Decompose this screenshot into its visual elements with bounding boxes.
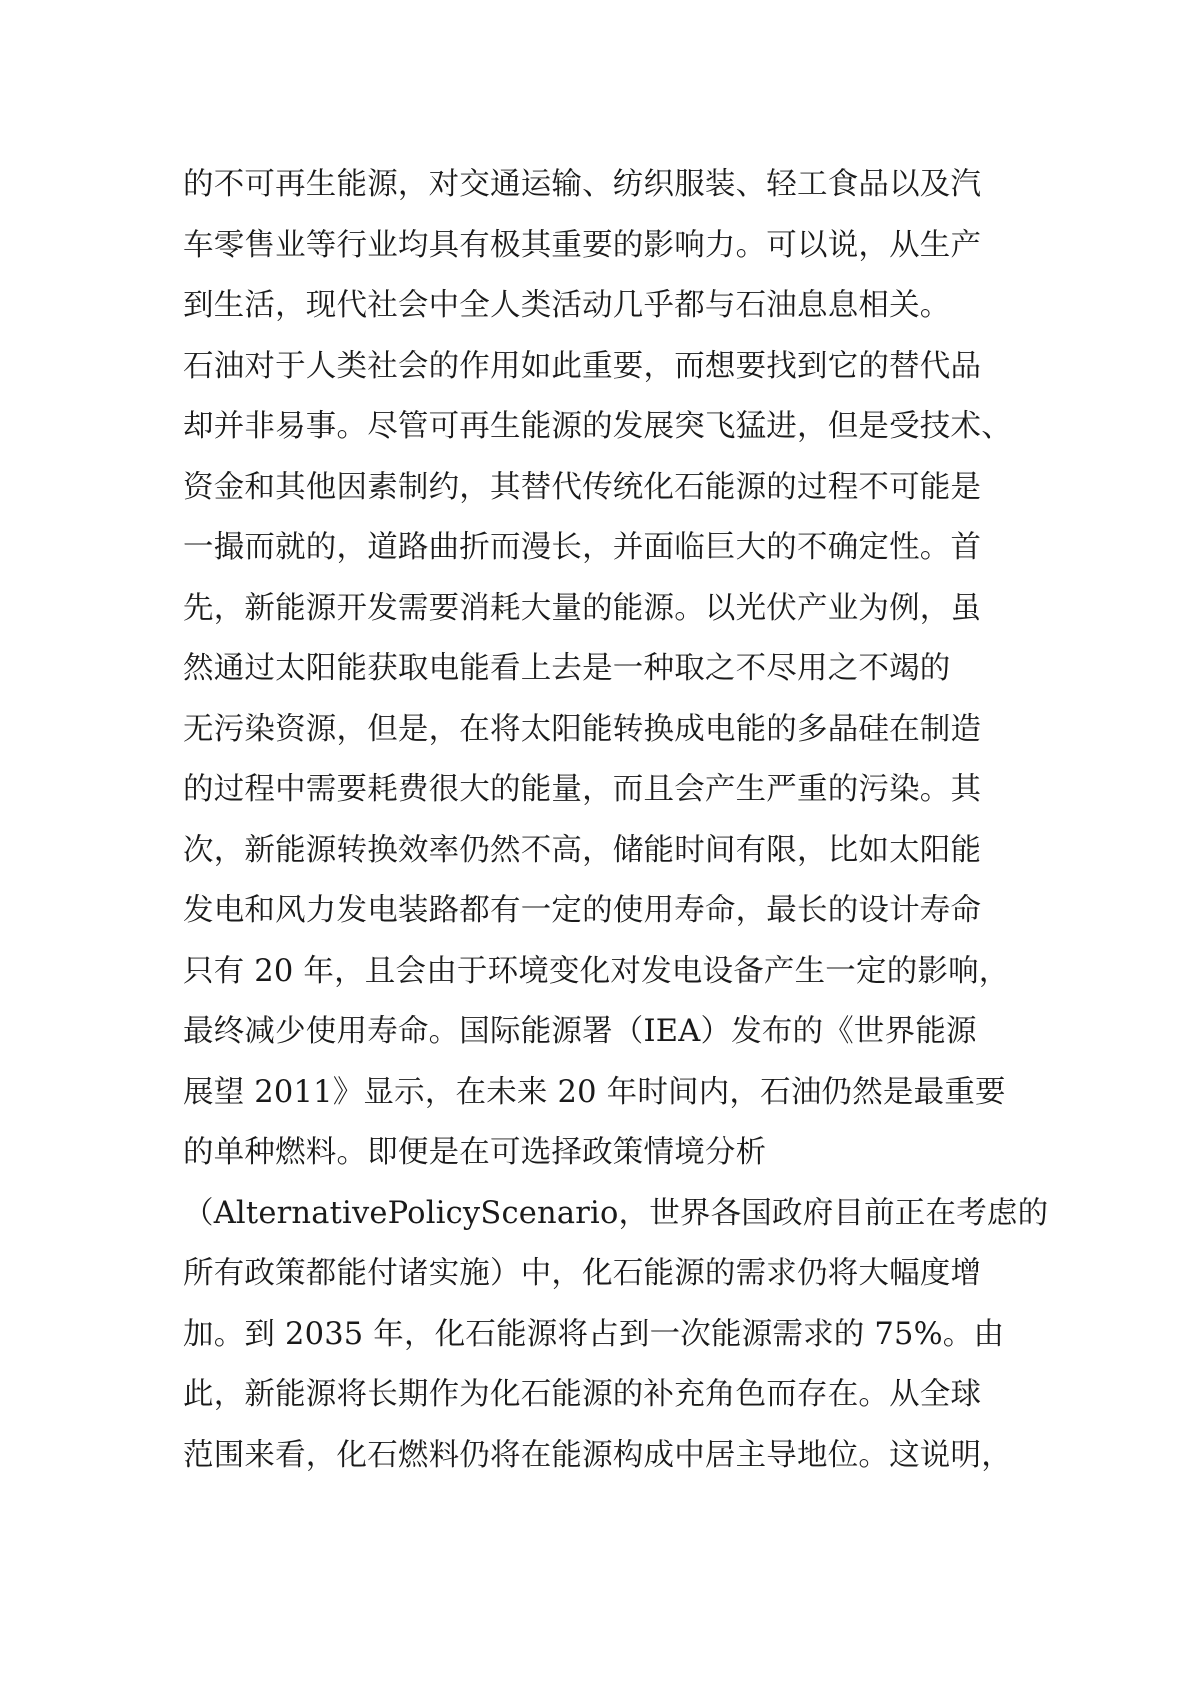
text-line: 所有政策都能付诸实施）中，化石能源的需求仍将大幅度增 [183, 1256, 982, 1291]
text-line: 加。到 2035 年，化石能源将占到一次能源需求的 75%。由 [183, 1316, 1005, 1352]
text-line: 一撮而就的，道路曲折而漫长，并面临巨大的不确定性。首 [183, 530, 982, 565]
text-line: 的不可再生能源，对交通运输、纺织服装、轻工食品以及汽 [183, 167, 982, 202]
text-line: 到生活，现代社会中全人类活动几乎都与石油息息相关。 [183, 288, 951, 323]
text-line: 此，新能源将长期作为化石能源的补充角色而存在。从全球 [183, 1377, 982, 1412]
text-line: 展望 2011》显示，在未来 20 年时间内，石油仍然是最重要 [183, 1074, 1006, 1110]
text-line: 却并非易事。尽管可再生能源的发展突飞猛进，但是受技术、 [183, 409, 1012, 444]
text-line: （AlternativePolicyScenario，世界各国政府目前正在考虑的 [183, 1195, 1049, 1231]
text-line: 范围来看，化石燃料仍将在能源构成中居主导地位。这说明， [183, 1437, 1012, 1473]
text-line: 的单种燃料。即便是在可选择政策情境分析 [183, 1135, 767, 1170]
text-line: 发电和风力发电装路都有一定的使用寿命，最长的设计寿命 [183, 893, 982, 928]
text-line: 无污染资源，但是，在将太阳能转换成电能的多晶硅在制造 [183, 711, 982, 747]
text-line: 的过程中需要耗费很大的能量，而且会产生严重的污染。其 [183, 772, 982, 807]
text-line: 资金和其他因素制约，其替代传统化石能源的过程不可能是 [183, 469, 982, 505]
text-line: 只有 20 年，且会由于环境变化对发电设备产生一定的影响， [183, 953, 1010, 989]
text-line: 车零售业等行业均具有极其重要的影响力。可以说，从生产 [183, 227, 982, 263]
text-line: 先，新能源开发需要消耗大量的能源。以光伏产业为例，虽 [183, 590, 982, 626]
text-line: 然通过太阳能获取电能看上去是一种取之不尽用之不竭的 [183, 651, 951, 686]
text-line: 石油对于人类社会的作用如此重要，而想要找到它的替代品 [183, 348, 982, 384]
text-line: 次，新能源转换效率仍然不高，储能时间有限，比如太阳能 [183, 832, 982, 868]
text-line: 最终减少使用寿命。国际能源署（IEA）发布的《世界能源 [183, 1014, 977, 1049]
body-text [183, 155, 1049, 1486]
